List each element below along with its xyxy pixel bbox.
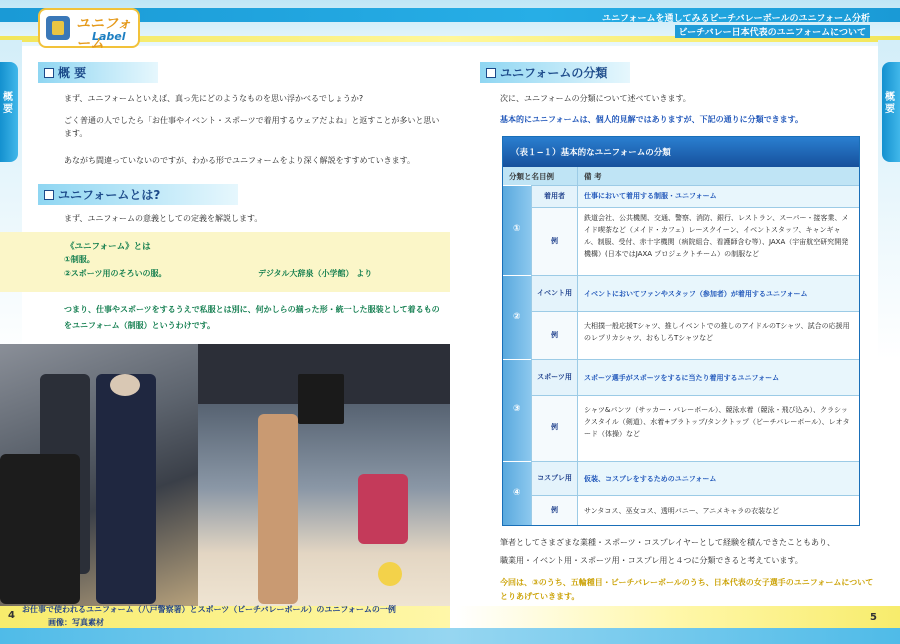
table-row-description: イベントにおいてファンやスタッフ（参加者）が着用するユニフォーム [577, 275, 859, 311]
paragraph-2: ごく普通の人でしたら「お仕事やイベント・スポーツで着用するウェアだよね」と返すことが多いと思い [64, 116, 440, 125]
photo-caption: お仕事で使われるユニフォーム（八戸警察署）とスポーツ（ビーチバレーボール）のユニフォームの一例 [22, 605, 396, 614]
table-header-note: 備 考 [577, 167, 859, 185]
page-number-right: 5 [870, 612, 877, 623]
row-number-2: ② [513, 312, 521, 322]
definition-source: デジタル大辞泉（小学館） より [258, 269, 373, 278]
side-tab-left [0, 62, 18, 162]
table-row-category: 着用者 [531, 185, 577, 207]
definition-title: 《ユニフォーム》とは [66, 242, 151, 252]
table-row-number [503, 275, 531, 359]
paragraph-1: まず、ユニフォームといえば、真っ先にどのようなものを思い浮かべるでしょうか? [64, 94, 364, 103]
classification-table [502, 136, 860, 526]
section-heading-overview-text: 概 要 [58, 66, 87, 80]
row-number-1: ① [513, 224, 521, 234]
paragraph-2-cont: ます。 [64, 129, 88, 138]
header-title-line2: ビーチバレー日本代表のユニフォームについて [675, 25, 870, 38]
table-row-category: イベント用 [531, 275, 577, 311]
conclusion-line-2: 職業用・イベント用・スポーツ用・コスプレ用と４つに分類できると考えています。 [500, 556, 803, 565]
square-bullet-icon [486, 68, 496, 78]
side-tab-left-label: 概要 [3, 92, 13, 115]
paragraph-4: まず、ユニフォームの意義としての定義を解説します。 [64, 214, 263, 223]
photo-beach-volleyball [198, 344, 450, 606]
photo-figure-player [258, 414, 298, 604]
photo-credit: 画像：写真素材 [48, 618, 104, 627]
summary-line-2: をユニフォーム（制服）というわけです。 [64, 321, 215, 330]
summary-line-1: つまり、仕事やスポーツをするうえで私服とは別に、何かしらの揃った形・統一した服装として着るもの [64, 305, 440, 314]
focus-line-2: とりあげていきます。 [500, 592, 580, 601]
section-heading-what-is-uniform [38, 184, 238, 205]
table-row-example: サンタコス、巫女コス、透明バニー、アニメキャラの衣装など [577, 495, 859, 525]
table-row-description: 仮装、コスプレをするためのユニフォーム [577, 461, 859, 495]
uniform-logo [38, 8, 140, 52]
side-tab-right-label: 概要 [885, 92, 895, 115]
table-row-number [503, 359, 531, 461]
photo-speaker [298, 374, 344, 424]
photo-figure-head [110, 374, 140, 396]
conclusion-line-1: 筆者としてさまざまな業種・スポーツ・コスプレイヤーとして経験を積んできたこともあり、 [500, 538, 835, 547]
table-row-example-label: 例 [531, 495, 577, 525]
definition-item-2: ②スポーツ用のそろいの服。 [64, 269, 167, 278]
row-number-3: ③ [513, 404, 521, 414]
table-row-example-label: 例 [531, 395, 577, 461]
photo-figure-officer [96, 374, 156, 604]
table-row-description: スポーツ選手がスポーツをするに当たり着用するユニフォーム [577, 359, 859, 395]
table-row-example-label: 例 [531, 207, 577, 275]
bottom-blue-band [0, 628, 900, 644]
photo-volleyball [378, 562, 402, 586]
photo-chair [358, 474, 408, 544]
section-heading-classification-text: ユニフォームの分類 [500, 66, 608, 80]
logo-icon [46, 16, 70, 40]
paragraph-3: あながち間違っていないのですが、わかる形でユニフォームをより深く解説をすすめていきます。 [64, 156, 416, 165]
section-heading-what-is-uniform-text: ユニフォームとは? [58, 188, 161, 202]
table-row-description: 仕事において着用する制服・ユニフォーム [577, 185, 859, 207]
table-row-category: スポーツ用 [531, 359, 577, 395]
table-row-number [503, 461, 531, 525]
section-heading-classification [480, 62, 630, 83]
section-heading-overview [38, 62, 158, 83]
classification-intro: 次に、ユニフォームの分類について述べていきます。 [500, 94, 691, 103]
photo-police-uniform [0, 344, 200, 606]
square-bullet-icon [44, 68, 54, 78]
focus-line-1: 今回は、③のうち、五輪種目・ビーチバレーボールのうち、日本代表の女子選手のユニフォームについて [500, 578, 874, 587]
table-row-example-label: 例 [531, 311, 577, 359]
row-number-4: ④ [513, 488, 521, 498]
table-row-number [503, 185, 531, 275]
table-row-example: 鉄道会社、公共機関、交通、警察、消防、銀行、レストラン、スーパー・接客業、メイド喫茶など（メイド・カフェ）レースクイーン、イベントスタッフ、キャンギャル、制服、受付、赤十字機関（病院組合、看護師含む等）、JAXA（宇宙航空研究開発機構）(日本ではJAXA プロジェクトチーム）の制服など [577, 207, 859, 275]
side-tab-right [882, 62, 900, 162]
photo-figure-foreground [0, 454, 80, 604]
square-bullet-icon [44, 190, 54, 200]
table-header-category: 分類と名目例 [503, 167, 577, 185]
table-row-example: 大相撲一般応援Tシャツ、推しイベントでの推しのアイドルのTシャツ、試合の応援用のレプリカシャツ、おもしろTシャツなど [577, 311, 859, 359]
table-title: （表１−１）基本的なユニフォームの分類 [503, 137, 859, 167]
logo-subtitle: Label [92, 30, 126, 43]
logo-title: ユニフォーム [76, 16, 132, 52]
table-row-category: コスプレ用 [531, 461, 577, 495]
classification-statement: 基本的にユニフォームは、個人的見解ではありますが、下記の通りに分類できます。 [500, 115, 803, 124]
table-row-example: シャツ&パンツ（サッカー・バレーボール）、競泳水着（競泳・飛び込み）、クラシックスタイル（剣道）、水着+ブラトップ/タンクトップ（ビーチバレーボール）、レオタード（体操）など [577, 395, 859, 461]
header-title-line1: ユニフォームを通してみるビーチバレーボールのユニフォーム分析 [601, 14, 870, 24]
definition-item-1: ①制服。 [64, 255, 95, 264]
right-bottom-yellow-band [456, 606, 900, 628]
page-number-left: 4 [8, 610, 15, 621]
